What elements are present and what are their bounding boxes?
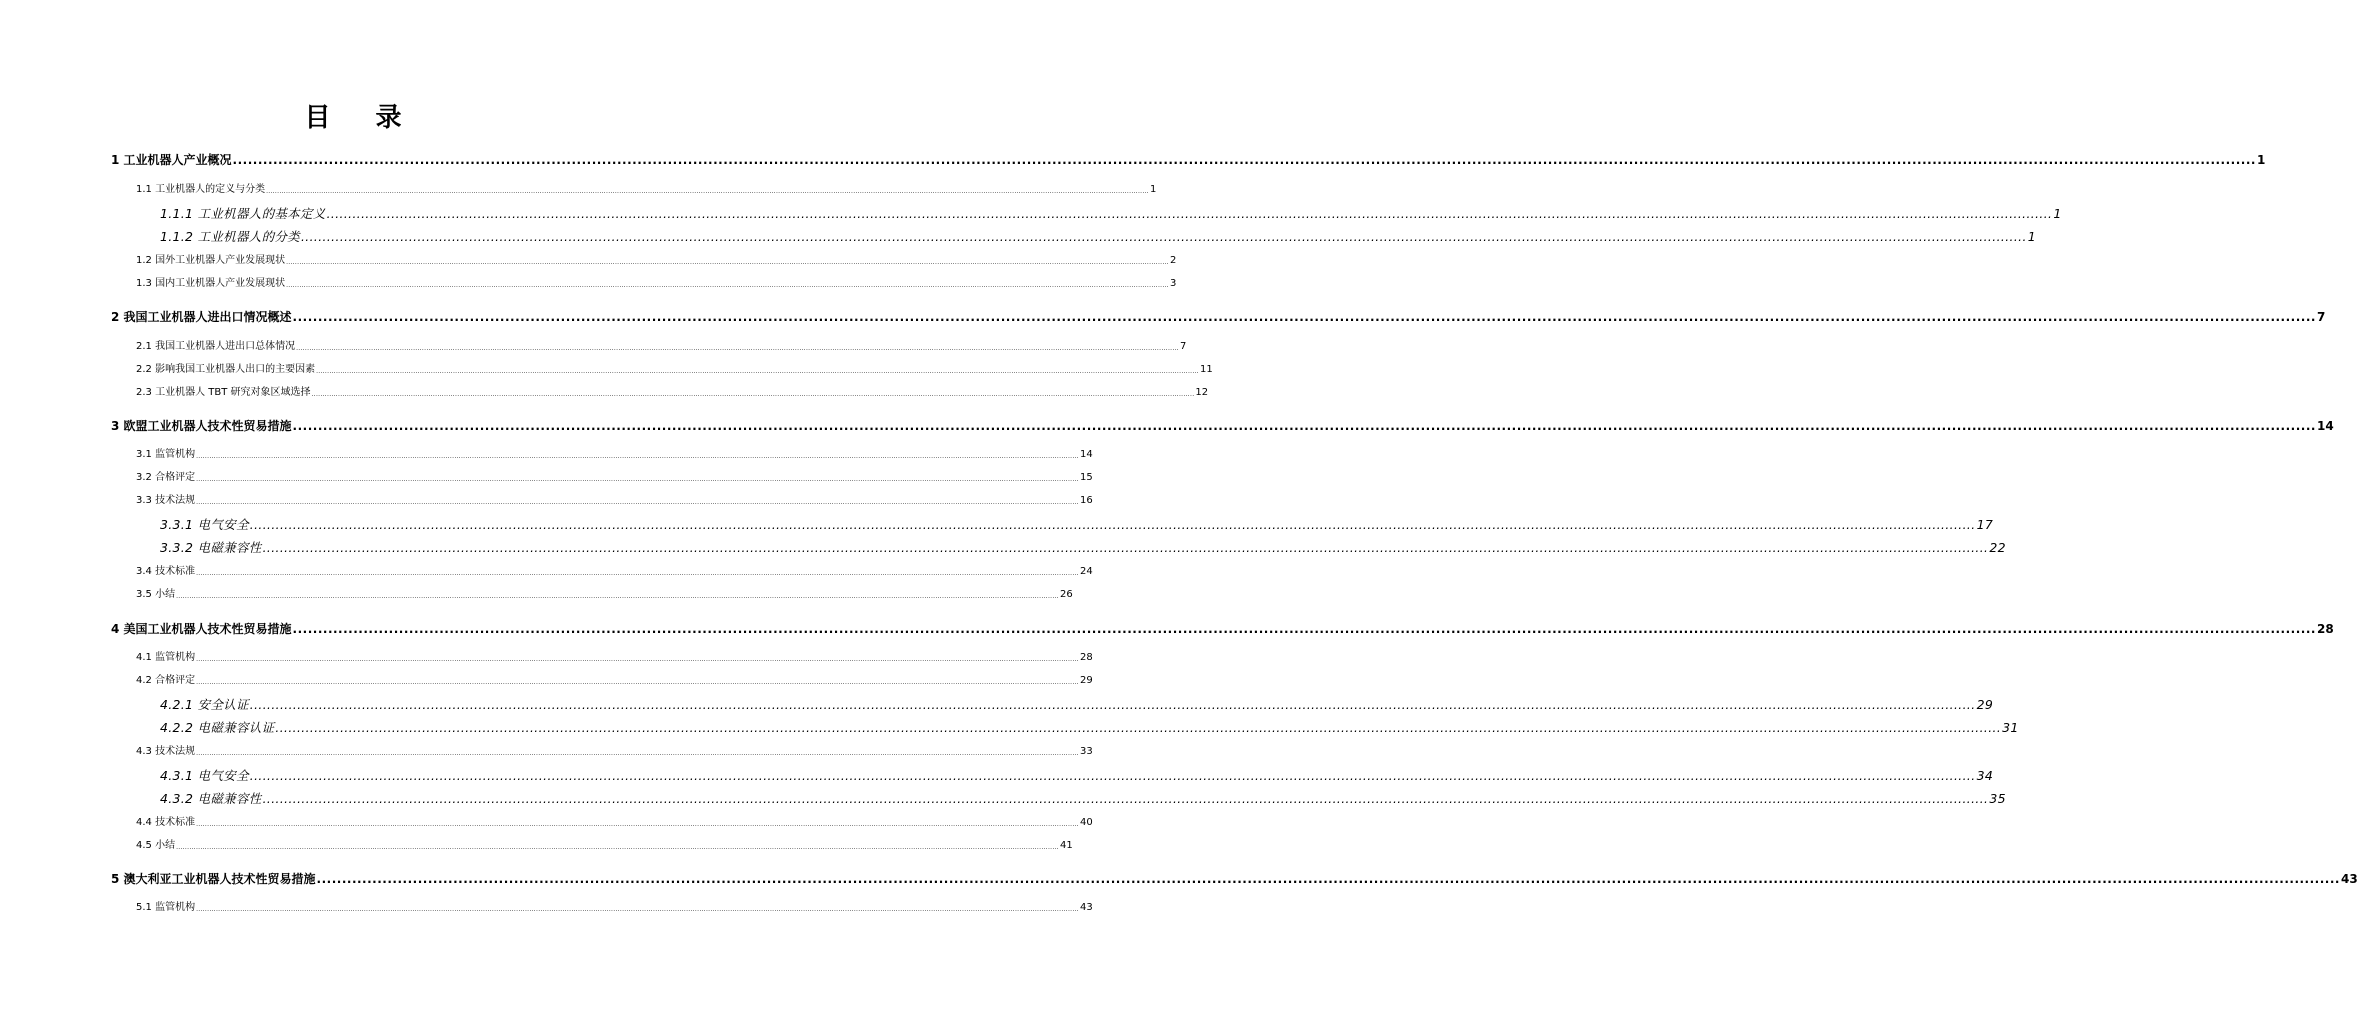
toc-entry-label: 4.3 技术法规 [136, 746, 196, 757]
toc-subsection-entry[interactable] [160, 516, 1994, 534]
dot-leader: ................................................................................................................................................................................................................................................................................................................................................................................................................ [262, 792, 1989, 806]
dot-leader: ................................................................................................................................................................................................................................................................................................................................................................................................................ [300, 230, 2027, 244]
dot-leader: ................................................................................................................................................................................................................................................................................................................................................................................................................ [292, 622, 2316, 636]
toc-section-entry[interactable] [136, 650, 1093, 666]
toc-entry-page-number: 17 [1976, 517, 1994, 532]
dot-leader: ................................................................................................................................................................................................................................................................................................................................................................................................................ [196, 679, 1079, 686]
dot-leader: ................................................................................................................................................................................................................................................................................................................................................................................................................ [316, 872, 2340, 886]
toc-entry-page-number: 29 [1976, 697, 1994, 712]
toc-entry-page-number: 28 [2316, 622, 2334, 636]
toc-entry-page-number: 7 [1179, 341, 1187, 352]
dot-leader: ................................................................................................................................................................................................................................................................................................................................................................................................................ [286, 282, 1169, 289]
toc-entry-label: 4.1 监管机构 [136, 652, 196, 663]
toc-entry-page-number: 14 [1079, 449, 1093, 460]
toc-chapter-entry[interactable] [111, 150, 2266, 170]
toc-entry-label: 3.4 技术标准 [136, 566, 196, 577]
toc-chapter-entry[interactable] [111, 307, 2326, 327]
toc-entry-label: 1.1.1 工业机器人的基本定义 [160, 206, 326, 221]
dot-leader: ................................................................................................................................................................................................................................................................................................................................................................................................................ [311, 391, 1195, 398]
toc-entry-page-number: 28 [1079, 652, 1093, 663]
dot-leader: ................................................................................................................................................................................................................................................................................................................................................................................................................ [286, 259, 1169, 266]
dot-leader: ................................................................................................................................................................................................................................................................................................................................................................................................................ [249, 769, 1976, 783]
dot-leader: ................................................................................................................................................................................................................................................................................................................................................................................................................ [196, 906, 1079, 913]
toc-section-entry[interactable] [136, 900, 1093, 916]
toc-entry-label: 1 工业机器人产业概况 [111, 153, 232, 167]
toc-entry-label: 2.2 影响我国工业机器人出口的主要因素 [136, 364, 316, 375]
dot-leader: ................................................................................................................................................................................................................................................................................................................................................................................................................ [262, 541, 1989, 555]
dot-leader: ................................................................................................................................................................................................................................................................................................................................................................................................................ [196, 750, 1079, 757]
toc-entry-page-number: 34 [1976, 768, 1994, 783]
toc-chapter-entry[interactable] [111, 619, 2334, 639]
toc-section-entry[interactable] [136, 276, 1177, 292]
dot-leader: ................................................................................................................................................................................................................................................................................................................................................................................................................ [176, 844, 1059, 851]
dot-leader: ................................................................................................................................................................................................................................................................................................................................................................................................................ [249, 698, 1976, 712]
dot-leader: ................................................................................................................................................................................................................................................................................................................................................................................................................ [196, 570, 1079, 577]
toc-entry-page-number: 22 [1989, 540, 2006, 555]
toc-section-entry[interactable] [136, 362, 1213, 378]
toc-entry-page-number: 16 [1079, 495, 1093, 506]
toc-entry-label: 4.2.1 安全认证 [160, 697, 249, 712]
toc-section-entry[interactable] [136, 564, 1093, 580]
toc-subsection-entry[interactable] [160, 719, 2019, 737]
toc-entry-label: 2 我国工业机器人进出口情况概述 [111, 310, 292, 324]
dot-leader: ................................................................................................................................................................................................................................................................................................................................................................................................................ [196, 453, 1079, 460]
toc-entry-label: 3.5 小结 [136, 589, 176, 600]
toc-section-entry[interactable] [136, 182, 1157, 198]
toc-chapter-entry[interactable] [111, 869, 2358, 889]
toc-entry-label: 5 澳大利亚工业机器人技术性贸易措施 [111, 872, 316, 886]
toc-entry-page-number: 33 [1079, 746, 1093, 757]
toc-entry-page-number: 7 [2316, 310, 2326, 324]
toc-entry-label: 3.3.1 电气安全 [160, 517, 249, 532]
toc-entry-label: 1.2 国外工业机器人产业发展现状 [136, 255, 286, 266]
toc-section-entry[interactable] [136, 838, 1073, 854]
dot-leader: ................................................................................................................................................................................................................................................................................................................................................................................................................ [316, 368, 1199, 375]
toc-entry-page-number: 15 [1079, 472, 1093, 483]
toc-entry-page-number: 11 [1199, 364, 1213, 375]
toc-entry-label: 4.3.2 电磁兼容性 [160, 791, 262, 806]
dot-leader: ................................................................................................................................................................................................................................................................................................................................................................................................................ [326, 207, 2053, 221]
toc-entry-page-number: 1 [2256, 153, 2266, 167]
toc-subsection-entry[interactable] [160, 696, 1994, 714]
toc-entry-label: 3.2 合格评定 [136, 472, 196, 483]
toc-entry-label: 4.3.1 电气安全 [160, 768, 249, 783]
toc-section-entry[interactable] [136, 493, 1093, 509]
toc-entry-label: 3.3.2 电磁兼容性 [160, 540, 262, 555]
toc-section-entry[interactable] [136, 253, 1177, 269]
toc-entry-page-number: 35 [1989, 791, 2006, 806]
dot-leader: ................................................................................................................................................................................................................................................................................................................................................................................................................ [196, 476, 1079, 483]
toc-subsection-entry[interactable] [160, 767, 1994, 785]
dot-leader: ................................................................................................................................................................................................................................................................................................................................................................................................................ [266, 188, 1149, 195]
dot-leader: ................................................................................................................................................................................................................................................................................................................................................................................................................ [232, 153, 2256, 167]
toc-entry-page-number: 43 [2340, 872, 2358, 886]
toc-entry-label: 1.1.2 工业机器人的分类 [160, 229, 300, 244]
toc-entry-label: 1.1 工业机器人的定义与分类 [136, 184, 266, 195]
toc-entry-label: 2.1 我国工业机器人进出口总体情况 [136, 341, 296, 352]
toc-entry-page-number: 26 [1059, 589, 1073, 600]
toc-section-entry[interactable] [136, 673, 1093, 689]
toc-entry-page-number: 24 [1079, 566, 1093, 577]
dot-leader: ................................................................................................................................................................................................................................................................................................................................................................................................................ [196, 499, 1079, 506]
toc-entry-label: 1.3 国内工业机器人产业发展现状 [136, 278, 286, 289]
toc-entry-page-number: 1 [2027, 229, 2037, 244]
toc-subsection-entry[interactable] [160, 539, 2006, 557]
toc-section-entry[interactable] [136, 385, 1209, 401]
toc-entry-label: 5.1 监管机构 [136, 902, 196, 913]
toc-section-entry[interactable] [136, 470, 1093, 486]
page-title: 目 录 [304, 103, 420, 133]
toc-entry-page-number: 41 [1059, 840, 1073, 851]
toc-entry-label: 4.2.2 电磁兼容认证 [160, 720, 275, 735]
toc-subsection-entry[interactable] [160, 205, 2062, 223]
toc-entry-page-number: 2 [1169, 255, 1177, 266]
dot-leader: ................................................................................................................................................................................................................................................................................................................................................................................................................ [292, 310, 2316, 324]
toc-entry-label: 4.4 技术标准 [136, 817, 196, 828]
toc-entry-label: 3 欧盟工业机器人技术性贸易措施 [111, 419, 292, 433]
dot-leader: ................................................................................................................................................................................................................................................................................................................................................................................................................ [275, 721, 2002, 735]
toc-entry-label: 4 美国工业机器人技术性贸易措施 [111, 622, 292, 636]
dot-leader: ................................................................................................................................................................................................................................................................................................................................................................................................................ [249, 518, 1976, 532]
toc-section-entry[interactable] [136, 339, 1187, 355]
toc-entry-page-number: 43 [1079, 902, 1093, 913]
toc-subsection-entry[interactable] [160, 228, 2037, 246]
toc-entry-page-number: 14 [2316, 419, 2334, 433]
toc-entry-page-number: 12 [1195, 387, 1209, 398]
toc-entry-page-number: 31 [2002, 720, 2019, 735]
toc-entry-label: 4.2 合格评定 [136, 675, 196, 686]
toc-entry-label: 3.3 技术法规 [136, 495, 196, 506]
toc-subsection-entry[interactable] [160, 790, 2006, 808]
toc-entry-label: 4.5 小结 [136, 840, 176, 851]
dot-leader: ................................................................................................................................................................................................................................................................................................................................................................................................................ [196, 821, 1079, 828]
toc-entry-page-number: 3 [1169, 278, 1177, 289]
dot-leader: ................................................................................................................................................................................................................................................................................................................................................................................................................ [292, 419, 2316, 433]
toc-section-entry[interactable] [136, 744, 1093, 760]
toc-entry-label: 3.1 监管机构 [136, 449, 196, 460]
dot-leader: ................................................................................................................................................................................................................................................................................................................................................................................................................ [176, 593, 1059, 600]
toc-section-entry[interactable] [136, 815, 1093, 831]
toc-entry-page-number: 29 [1079, 675, 1093, 686]
dot-leader: ................................................................................................................................................................................................................................................................................................................................................................................................................ [296, 345, 1179, 352]
toc-section-entry[interactable] [136, 587, 1073, 603]
toc-entry-page-number: 40 [1079, 817, 1093, 828]
toc-entry-page-number: 1 [1149, 184, 1157, 195]
toc-entry-page-number: 1 [2053, 206, 2062, 221]
toc-entry-label: 2.3 工业机器人 TBT 研究对象区域选择 [136, 387, 311, 398]
toc-section-entry[interactable] [136, 447, 1093, 463]
dot-leader: ................................................................................................................................................................................................................................................................................................................................................................................................................ [196, 656, 1079, 663]
toc-chapter-entry[interactable] [111, 416, 2334, 436]
